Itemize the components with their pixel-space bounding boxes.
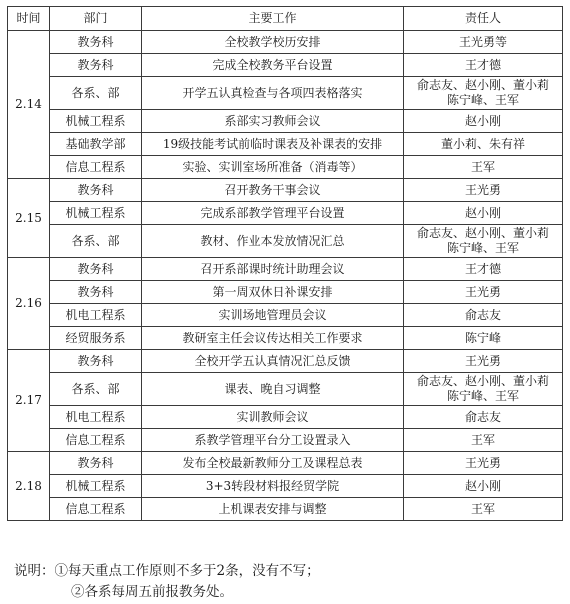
resp-cell: 王军 <box>404 429 563 452</box>
dept-cell: 信息工程系 <box>50 156 142 179</box>
dept-cell: 基础教学部 <box>50 133 142 156</box>
date-cell: 2.17 <box>8 350 50 452</box>
table-row <box>8 77 563 110</box>
work-cell: 3+3转段材料报经贸学院 <box>142 475 404 498</box>
resp-cell: 王光勇 <box>404 350 563 373</box>
resp-cell: 王光勇 <box>404 179 563 202</box>
dept-cell: 教务科 <box>50 258 142 281</box>
dept-cell: 机电工程系 <box>50 406 142 429</box>
dept-cell: 机械工程系 <box>50 475 142 498</box>
table-row <box>8 133 563 156</box>
resp-cell: 俞志友 <box>404 304 563 327</box>
table-row <box>8 498 563 521</box>
table-row <box>8 327 563 350</box>
table-row <box>8 452 563 475</box>
dept-cell: 教务科 <box>50 179 142 202</box>
dept-cell: 各系、部 <box>50 225 142 258</box>
notes <box>14 561 320 603</box>
resp-cell: 王军 <box>404 498 563 521</box>
header-row <box>8 7 563 31</box>
resp-cell: 王光勇 <box>404 452 563 475</box>
dept-cell: 机电工程系 <box>50 304 142 327</box>
work-cell: 实训教师会议 <box>142 406 404 429</box>
table-row <box>8 304 563 327</box>
work-cell: 第一周双休日补课安排 <box>142 281 404 304</box>
resp-cell: 王才德 <box>404 258 563 281</box>
date-cell: 2.18 <box>8 452 50 521</box>
date-cell: 2.16 <box>8 258 50 350</box>
date-cell: 2.14 <box>8 31 50 179</box>
table-row <box>8 156 563 179</box>
work-cell: 召开系部课时统计助理会议 <box>142 258 404 281</box>
dept-cell: 教务科 <box>50 281 142 304</box>
work-cell: 系部实习教师会议 <box>142 110 404 133</box>
resp-cell: 赵小刚 <box>404 475 563 498</box>
table-row <box>8 202 563 225</box>
work-cell: 上机课表安排与调整 <box>142 498 404 521</box>
dept-cell: 信息工程系 <box>50 498 142 521</box>
dept-cell: 教务科 <box>50 350 142 373</box>
work-cell: 教研室主任会议传达相关工作要求 <box>142 327 404 350</box>
dept-cell: 教务科 <box>50 31 142 54</box>
resp-cell: 董小莉、朱有祥 <box>404 133 563 156</box>
work-cell: 召开教务干事会议 <box>142 179 404 202</box>
table-row <box>8 475 563 498</box>
table-row <box>8 258 563 281</box>
resp-cell: 俞志友、赵小刚、董小莉 陈宁峰、王军 <box>404 77 563 110</box>
table-row <box>8 179 563 202</box>
dept-cell: 机械工程系 <box>50 202 142 225</box>
resp-cell: 王光勇 <box>404 281 563 304</box>
work-cell: 发布全校最新教师分工及课程总表 <box>142 452 404 475</box>
resp-cell: 王光勇等 <box>404 31 563 54</box>
resp-cell: 俞志友、赵小刚、董小莉 陈宁峰、王军 <box>404 225 563 258</box>
work-cell: 完成全校教务平台设置 <box>142 54 404 77</box>
resp-cell: 赵小刚 <box>404 202 563 225</box>
schedule-table <box>7 6 563 521</box>
table-row <box>8 54 563 77</box>
dept-cell: 信息工程系 <box>50 429 142 452</box>
work-cell: 全校开学五认真情况汇总反馈 <box>142 350 404 373</box>
resp-cell: 王才德 <box>404 54 563 77</box>
schedule-body <box>8 31 563 521</box>
table-row <box>8 373 563 406</box>
dept-cell: 教务科 <box>50 54 142 77</box>
work-cell: 19级技能考试前临时课表及补课表的安排 <box>142 133 404 156</box>
resp-cell: 俞志友、赵小刚、董小莉 陈宁峰、王军 <box>404 373 563 406</box>
work-cell: 实验、实训室场所准备（消毒等） <box>142 156 404 179</box>
work-cell: 实训场地管理员会议 <box>142 304 404 327</box>
dept-cell: 各系、部 <box>50 373 142 406</box>
resp-cell: 王军 <box>404 156 563 179</box>
header-dept: 部门 <box>50 7 142 31</box>
work-cell: 教材、作业本发放情况汇总 <box>142 225 404 258</box>
date-cell: 2.15 <box>8 179 50 258</box>
table-row <box>8 110 563 133</box>
dept-cell: 各系、部 <box>50 77 142 110</box>
table-row <box>8 281 563 304</box>
dept-cell: 机械工程系 <box>50 110 142 133</box>
header-work: 主要工作 <box>142 7 404 31</box>
resp-cell: 赵小刚 <box>404 110 563 133</box>
dept-cell: 经贸服务系 <box>50 327 142 350</box>
resp-cell: 俞志友 <box>404 406 563 429</box>
work-cell: 完成系部教学管理平台设置 <box>142 202 404 225</box>
work-cell: 课表、晚自习调整 <box>142 373 404 406</box>
work-cell: 系教学管理平台分工设置录入 <box>142 429 404 452</box>
dept-cell: 教务科 <box>50 452 142 475</box>
note-line-1: 说明：①每天重点工作原则不多于2条，没有不写； <box>14 563 320 579</box>
resp-cell: 陈宁峰 <box>404 327 563 350</box>
table-row <box>8 225 563 258</box>
work-cell: 开学五认真检查与各项四表格落实 <box>142 77 404 110</box>
table-row <box>8 350 563 373</box>
header-time: 时间 <box>8 7 50 31</box>
work-cell: 全校教学校历安排 <box>142 31 404 54</box>
table-row <box>8 429 563 452</box>
table-row <box>8 406 563 429</box>
header-resp: 责任人 <box>404 7 563 31</box>
table-row <box>8 31 563 54</box>
note-line-2: ②各系每周五前报教务处。 <box>71 584 233 600</box>
